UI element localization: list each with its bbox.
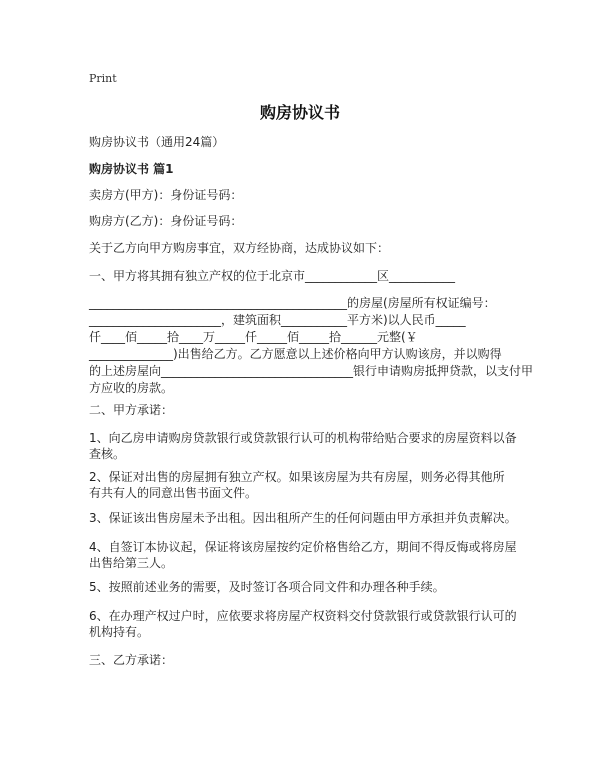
promise6-line2: 机构持有。 [89, 625, 150, 639]
promise6-line1: 6、在办理产权过户时，应依要求将房屋产权资料交付贷款银行或贷款银行认可的 [89, 609, 517, 623]
clause1-line5: ______________)出售给乙方。乙方愿意以上述价格向甲方认购该房，并以购得 [89, 347, 502, 361]
clause1-line2: ___________________________________________的房屋(房屋所有权证编号： [89, 296, 496, 310]
buyer-line: 购房方(乙方)：身份证号码： [89, 214, 243, 228]
clause1-line7: 方应收的房款。 [89, 381, 174, 395]
clause1-line6: 的上述房屋向________________________________银行申请购房抵押贷款，以支付甲 [89, 364, 534, 378]
print-link[interactable]: Print [89, 72, 117, 85]
clause3-heading: 三、乙方承诺： [89, 653, 174, 667]
seller-line: 卖房方(甲方)：身份证号码： [89, 188, 243, 202]
promise1-line2: 查核。 [89, 447, 126, 461]
page-title: 购房协议书 [259, 103, 340, 122]
promise4-line2: 出售给第三人。 [89, 556, 174, 570]
promise2-line2: 有共有人的同意出售书面文件。 [89, 486, 258, 500]
intro-line: 关于乙方向甲方购房事宜，双方经协商，达成协议如下： [89, 241, 390, 255]
promise2-line1: 2、保证对出售的房屋拥有独立产权。如果该房屋为共有房屋，则务必得其他所 [89, 470, 505, 484]
subtitle: 购房协议书（通用24篇） [89, 135, 225, 149]
clause1-line1: 一、甲方将其拥有独立产权的位于北京市____________区___________ [89, 269, 456, 283]
promise3: 3、保证该出售房屋未予出租。因出租所产生的任何问题由甲方承担并负责解决。 [89, 511, 517, 525]
clause2-heading: 二、甲方承诺： [89, 403, 174, 417]
promise5: 5、按照前述业务的需要，及时签订各项合同文件和办理各种手续。 [89, 580, 445, 594]
clause1-line4: 仟____佰_____拾____万_____仟_____佰_____拾______元整(￥ [89, 330, 418, 344]
clause1-line3: ______________________，建筑面积___________平方米)以人民币_____ [89, 313, 466, 327]
section-heading: 购房协议书 篇1 [89, 162, 174, 176]
promise4-line1: 4、自签订本协议起，保证将该房屋按约定价格售给乙方，期间不得反悔或将房屋 [89, 540, 517, 554]
promise1-line1: 1、向乙房申请购房贷款银行或贷款银行认可的机构带给贴合要求的房屋资料以备 [89, 431, 517, 445]
